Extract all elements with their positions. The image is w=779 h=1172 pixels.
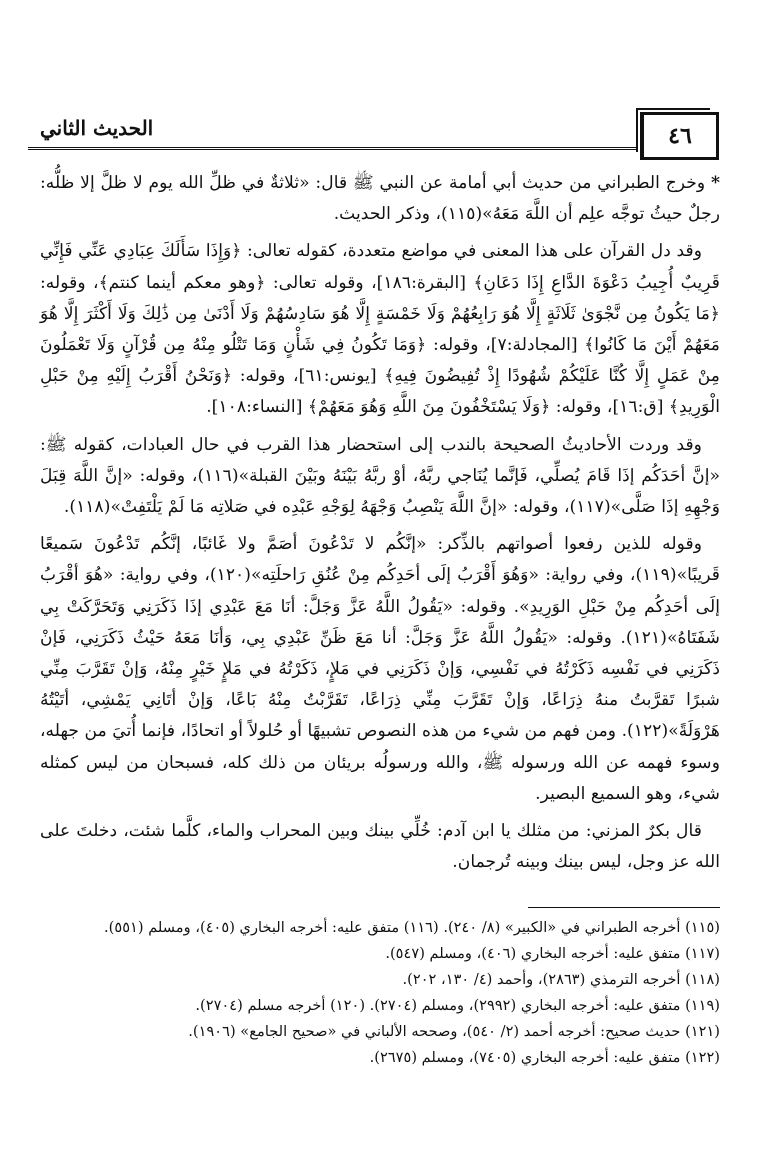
running-header-title: الحديث الثاني bbox=[40, 116, 154, 140]
header-rule bbox=[28, 147, 638, 150]
footnotes bbox=[40, 915, 720, 1071]
paragraph: وقد دل القرآن على هذا المعنى في مواضع متعددة، كقوله تعالى: ﴿وَإِذَا سَأَلَكَ عِبَادِي عَنِّي فَإِنِّي قَرِيبٌ أُجِيبُ دَعْوَةَ الدَّاعِ إِذَا دَعَانِ﴾ [البقرة:١٨٦]، وقوله تعالى: ﴿وهو معكم أينما كنتم﴾، وقوله: ﴿مَا يَكُونُ مِن نَّجْوَىٰ ثَلَاثَةٍ إِلَّا هُوَ رَابِعُهُمْ وَلَا خَمْسَةٍ إِلَّا هُوَ سَادِسُهُمْ وَلَا أَدْنَىٰ مِن ذَٰلِكَ وَلَا أَكْثَرَ إِلَّا هُوَ مَعَهُمْ أَيْنَ مَا كَانُوا﴾ [المجادلة:٧]، وقوله: ﴿وَمَا تَكُونُ فِي شَأْنٍ وَمَا تَتْلُو مِنْهُ مِن قُرْآنٍ وَلَا تَعْمَلُونَ مِنْ عَمَلٍ إِلَّا كُنَّا عَلَيْكُمْ شُهُودًا إِذْ تُفِيضُونَ فِيهِ﴾ [يونس:٦١]، وقوله: ﴿وَنَحْنُ أَقْرَبُ إِلَيْهِ مِنْ حَبْلِ الْوَرِيدِ﴾ [ق:١٦]، وقوله: ﴿وَلَا يَسْتَخْفُونَ مِنَ اللَّهِ وَهُوَ مَعَهُمْ﴾ [النساء:١٠٨]. bbox=[40, 241, 720, 418]
footnote-rule bbox=[528, 907, 720, 908]
page-number: ٤٦ bbox=[640, 112, 719, 160]
footnote-line: (١١٩) متفق عليه: أخرجه البخاري (٢٩٩٢)، ومسلم (٢٧٠٤). (١٢٠) أخرجه مسلم (٢٧٠٤). bbox=[195, 997, 720, 1014]
footnote-line: (١٢١) حديث صحيح: أخرجه أحمد (٢/ ٥٤٠)، وصححه الألباني في «صحيح الجامع» (١٩٠٦). bbox=[188, 1023, 720, 1040]
footnote-line: (١٢٢) متفق عليه: أخرجه البخاري (٧٤٠٥)، ومسلم (٢٦٧٥). bbox=[369, 1049, 720, 1066]
footnote-line: (١١٨) أخرجه الترمذي (٢٨٦٣)، وأحمد (٤/ ١٣٠، ٢٠٢). bbox=[402, 971, 720, 988]
paragraph bbox=[40, 168, 720, 230]
paragraph: وقوله للذين رفعوا أصواتهم بالذِّكر: «إنَّكُم لا تَدْعُونَ أصَمَّ ولا غَائبًا، إنَّكُم تَدْعُونَ سَميعًا قَريبًا»(١١٩)، وفي رواية: «وَهُوَ أَقْرَبُ إلَى أحَدِكُم مِنْ عُنُقِ رَاحلَتِه»(١٢٠)، وفي رواية: «هُوَ أقْرَبُ إلَى أحَدِكُم مِنْ حَبْلِ الوَرِيدِ». وقوله: «يَقُولُ اللَّهُ عَزَّ وَجَلَّ: أنَا مَعَ عَبْدِي إذَا ذَكَرَنِي وَتَحَرَّكَتْ بِي شَفَتَاهُ»(١٢١). وقوله: «يَقُولُ اللَّهُ عَزَّ وَجَلَّ: أنا مَعَ ظَنِّ عَبْدِي بِي، وَأنَا مَعَهُ حَيْثُ ذَكَرَنِي، فَإنْ ذَكَرَنِي في نَفْسِه ذَكَرْتُهُ في نَفْسِي، وَإنْ ذَكَرَنِي في مَلإٍ، ذَكَرْتُهُ في مَلإٍ خَيْرٍ مِنْهُ، وَإنْ تَقَرَّبَ مِنِّي شبرًا تَقرَّبتُ منهُ ذِرَاعًا، وَإنْ تَقَرَّبَ مِنِّي ذِرَاعًا، تَقَرَّبْتُ مِنْهُ بَاعًا، وَإنْ أتَانِي يَمْشِي، أتَيْتُهُ هَرْوَلَةً»(١٢٢). ومن فهم من شيء من هذه النصوص تشبيهًا أو حُلولاً أو اتحادًا، فإنما أُتيَ من جهله، وسوء فهمه عن الله ورسوله ﷺ، والله ورسولُه بريئان من ذلك كله، فسبحان من ليس كمثله شيء، وهو السميع البصير. bbox=[40, 534, 720, 804]
paragraph: وقد وردت الأحاديثُ الصحيحة بالندب إلى استحضار هذا القرب في حال العبادات، كقوله ﷺ: «إنَّ أحَدَكُم إذَا قَامَ يُصلِّي، فَإنَّما يُنَاجي ربَّهُ، أوْ ربَّهُ بَيْنَهُ وبَيْنَ القبلة»(١١٦)، وقوله: «إنَّ اللَّهَ قِبَلَ وَجْهِهِ إذَا صَلَّى»(١١٧)، وقوله: «إنَّ اللَّهَ يَنْصِبُ وَجْهَهُ لِوَجْهِ عَبْدِه في صَلاتِه مَا لَمْ يَلْتَفِتْ»(١١٨). bbox=[40, 434, 720, 518]
main-text bbox=[40, 168, 720, 884]
paragraph-text: وخرج الطبراني من حديث أبي أمامة عن النبي ﷺ قال: «ثلاثةٌ في ظلِّ الله يوم لا ظلَّ إلا ظلُّه: رجلٌ حيثُ توجَّه علِم أن اللَّهَ مَعَهُ»(١١٥)، وذكر الحديث. bbox=[40, 173, 720, 225]
footnote-line: (١١٥) أخرجه الطبراني في «الكبير» (٨/ ٢٤٠). (١١٦) متفق عليه: أخرجه البخاري (٤٠٥)، ومسلم (٥٥١). bbox=[104, 919, 720, 936]
paragraph: قال بكرٌ المزني: من مثلك يا ابن آدم: خُلِّي بينك وبين المحراب والماء، كلَّما شئت، دخلتَ على الله عز وجل، ليس بينك وبينه تُرجمان. bbox=[40, 821, 720, 873]
bullet-mark: * bbox=[711, 173, 720, 193]
footnote-line: (١١٧) متفق عليه: أخرجه البخاري (٤٠٦)، ومسلم (٥٤٧). bbox=[385, 945, 720, 962]
